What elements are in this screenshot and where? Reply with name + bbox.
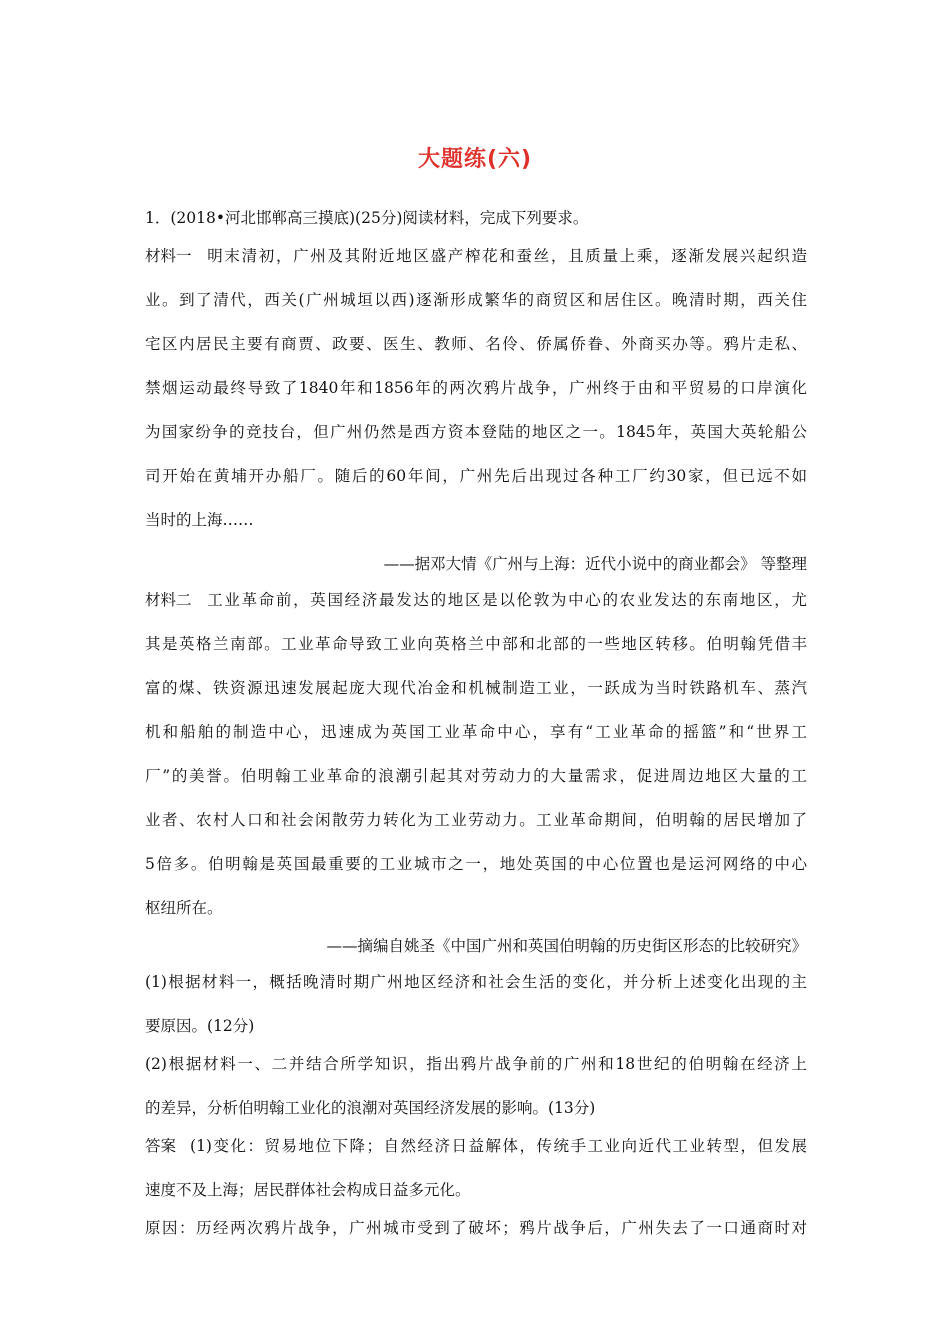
material2-line-2: 其是英格兰南部。工业革命导致工业向英格兰中部和北部的一些地区转移。伯明翰凭借丰 — [145, 635, 807, 653]
answer-line-1: 答案 (1)变化：贸易地位下降；自然经济日益解体，传统手工业向近代工业转型，但发展 — [145, 1137, 807, 1155]
answer-label: 答案 — [145, 1137, 177, 1155]
material1-line-1: 材料一 明末清初，广州及其附近地区盛产榨花和蚕丝，且质量上乘，逐渐发展兴起织造 — [145, 247, 807, 265]
page-title: 大题练(六) — [417, 147, 533, 172]
question-header: 1．(2018•河北邯郸高三摸底)(25分)阅读材料，完成下列要求。 — [145, 209, 589, 227]
material2-line-5: 厂”的美誉。伯明翰工业革命的浪潮引起其对劳动力的大量需求，促进周边地区大量的工 — [145, 767, 807, 785]
question2-line-1: (2)根据材料一、二并结合所学知识，指出鸦片战争前的广州和18世纪的伯明翰在经济上 — [145, 1055, 807, 1073]
material1-line-5: 为国家纷争的竞技台，但广州仍然是西方资本登陆的地区之一。1845年，英国大英轮船公 — [145, 423, 807, 441]
answer-line-3: 原因：历经两次鸦片战争，广州城市受到了破坏；鸦片战争后，广州失去了一口通商时对 — [145, 1219, 807, 1237]
question2-line-2: 的差异，分析伯明翰工业化的浪潮对英国经济发展的影响。(13分) — [145, 1099, 596, 1117]
material1-line-4: 禁烟运动最终导致了1840年和1856年的两次鸦片战争，广州终于由和平贸易的口岸演化 — [145, 379, 807, 397]
material1-source: ——据邓大情《广州与上海：近代小说中的商业都会》 等整理 — [383, 555, 807, 573]
material2-line-1: 材料二 工业革命前，英国经济最发达的地区是以伦敦为中心的农业发达的东南地区，尤 — [145, 591, 807, 609]
material1-line-3: 宅区内居民主要有商贾、政要、医生、教师、名伶、侨属侨眷、外商买办等。鸦片走私、 — [145, 335, 807, 353]
material2-line-4: 机和船舶的制造中心，迅速成为英国工业革命中心，享有“工业革命的摇篮”和“世界工 — [145, 723, 807, 741]
material1-label: 材料一 — [145, 247, 192, 265]
material1-line-7: 当时的上海…… — [145, 511, 254, 529]
question1-line-2: 要原因。(12分) — [145, 1017, 255, 1035]
material2-line-6: 业者、农村人口和社会闲散劳力转化为工业劳动力。工业革命期间，伯明翰的居民增加了 — [145, 811, 807, 829]
question1-line-1: (1)根据材料一，概括晚清时期广州地区经济和社会生活的变化，并分析上述变化出现的主 — [145, 973, 807, 991]
material2-line-8: 枢纽所在。 — [145, 899, 223, 917]
material2-line-3: 富的煤、铁资源迅速发展起庞大现代冶金和机械制造工业，一跃成为当时铁路机车、蒸汽 — [145, 679, 807, 697]
material2-line-7: 5倍多。伯明翰是英国最重要的工业城市之一，地处英国的中心位置也是运河网络的中心 — [145, 855, 807, 873]
material1-line-6: 司开始在黄埔开办船厂。随后的60年间，广州先后出现过各种工厂约30家，但已远不如 — [145, 467, 807, 485]
material2-source: ——摘编自姚圣《中国广州和英国伯明翰的历史街区形态的比较研究》 — [326, 937, 807, 955]
material2-label: 材料二 — [145, 591, 192, 609]
material1-line-2: 业。到了清代，西关(广州城垣以西)逐渐形成繁华的商贸区和居住区。晚清时期，西关住 — [145, 291, 807, 309]
answer-line-2: 速度不及上海；居民群体社会构成日益多元化。 — [145, 1181, 471, 1199]
